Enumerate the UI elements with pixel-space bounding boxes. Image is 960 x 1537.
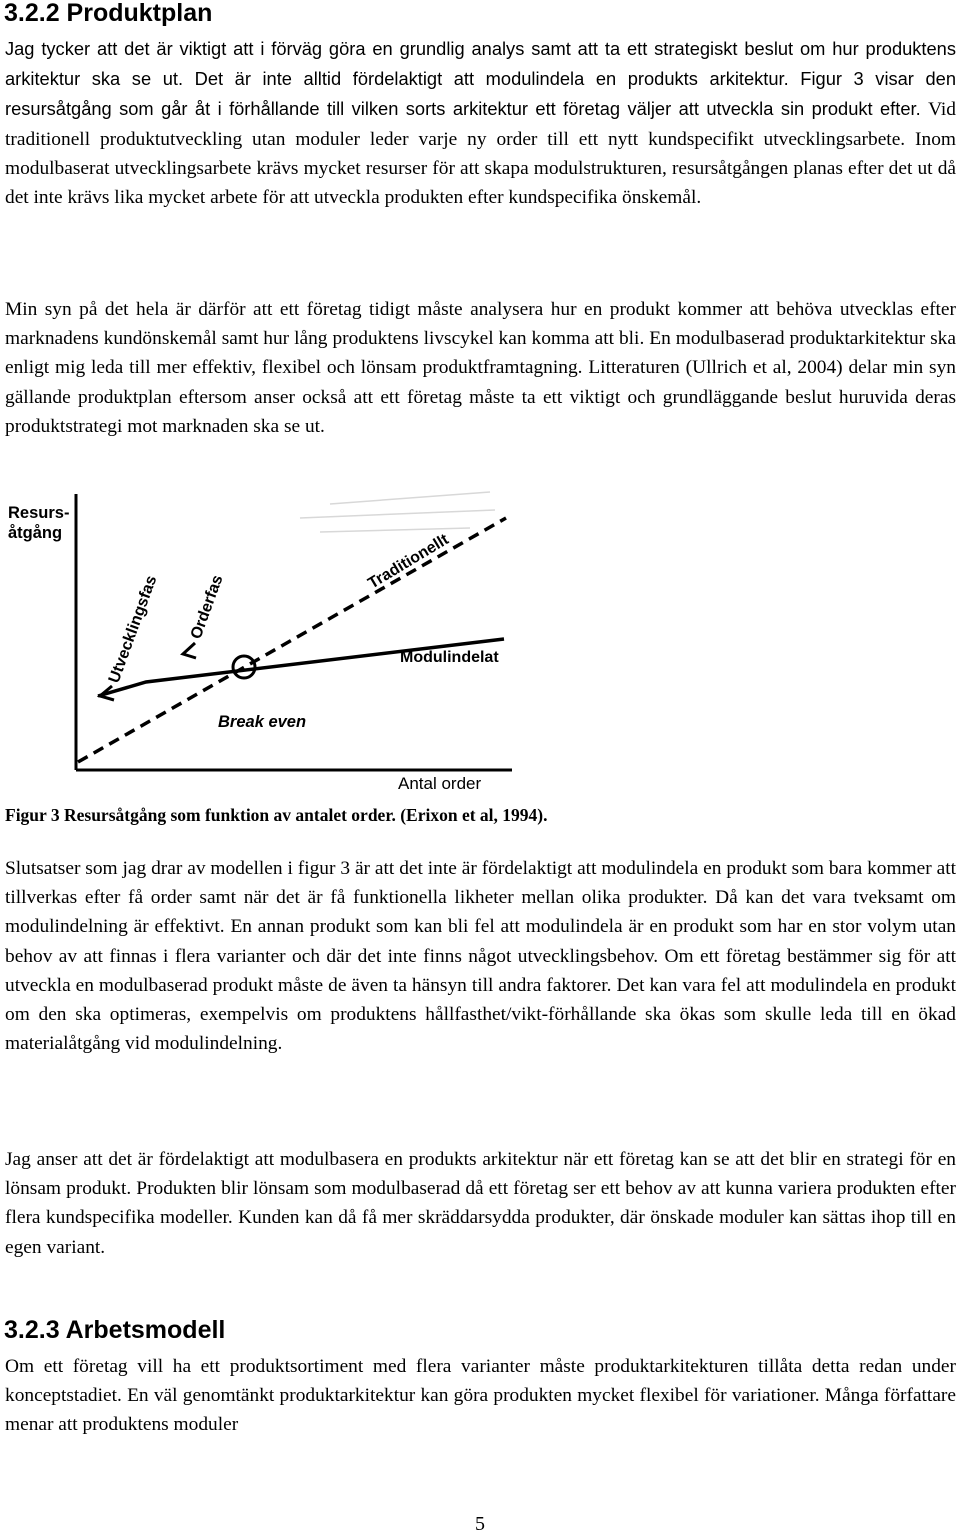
order-phase-arrow: [183, 643, 196, 658]
scan-artifact-line: [300, 510, 495, 518]
paragraph-intro: [5, 34, 956, 212]
resource-chart-figure: [0, 488, 540, 800]
order-phase-label: Orderfas: [187, 572, 227, 642]
scan-artifact-line: [320, 528, 470, 532]
paragraph-conclusions: Slutsatser som jag drar av modellen i figur 3 är att det inte är fördelaktigt att modulindela en produkt som bara kommer att tillverkas efter få order samt när det är få funktionella likheter mellan olika produkter. Då kan det vara tveksamt om modulindelning är effektivt. En annan produkt som kan bli fel att modulindela är en produkt som har en stor volym utan behov av att finnas i flera varianter och där det inte finns något utvecklingsbehov. Om ett företag bestämmer sig för att utveckla en modulbaserad produkt måste de även ta hänsyn till andra faktorer. Det kan vara fel att modulindela en produkt om den ska optimeras, exempelvis om produktens hållfasthet/vikt-förhållande ska ökas som skulle leda till en ökad materialåtgång vid modulindelning.: [5, 858, 956, 1055]
traditional-line-label: Traditionellt: [365, 531, 452, 593]
page-number: 5: [475, 1513, 485, 1535]
section-heading-produktplan: 3.2.2 Produktplan: [4, 0, 213, 27]
paragraph-opinion: Jag anser att det är fördelaktigt att modulbasera en produkts arkitektur när ett företag kan se att det blir en strategi för en lönsam produkt. Produkten blir lönsam som modulbaserad då ett företag ser ett behov av att kunna variera produkten efter flera kundspecifika modeller. Kunden kan då få mer skräddarsydda produkter, där önskade moduler kan sättas ihop till en egen variant.: [5, 1149, 956, 1258]
break-even-marker: [233, 656, 255, 678]
y-axis-label-line1: Resurs-: [8, 504, 70, 522]
scan-artifacts: [300, 492, 495, 532]
development-phase-label: Utvecklingsfas: [105, 573, 161, 686]
x-axis-label: Antal order: [398, 774, 482, 793]
modular-line: [98, 639, 504, 696]
paragraph-analysis: Min syn på det hela är därför att ett företag tidigt måste analysera hur en produkt kommer att behöva utvecklas efter marknadens kundönskemål samt hur lång produktens livscykel kan komma att bli. En modulbaserad produktarkitektur ska enligt mig leda till mer effektiv, flexibel och lönsam produktframtagning. Litteraturen (Ullrich et al, 2004) delar min syn gällande produktplan eftersom anser också att ett företag måste ta ett viktigt och grundläggande beslut huruvida deras produktstrategi mot marknaden ska se ut.: [5, 299, 956, 437]
break-even-label: Break even: [218, 713, 307, 731]
y-axis-label-line2: åtgång: [8, 524, 63, 542]
figure-caption: Figur 3 Resursåtgång som funktion av antalet order. (Erixon et al, 1994).: [5, 805, 548, 825]
paragraph-work-model: Om ett företag vill ha ett produktsortiment med flera varianter måste produktarkitekturen tillåta detta redan under konceptstadiet. En väl genomtänkt produktarkitektur kan göra produkten mycket flexibel för variationer. Många författare menar att produktens moduler: [5, 1356, 956, 1436]
modular-line-label: Modulindelat: [400, 649, 499, 666]
paragraph-intro-serif: Vid traditionell produktutveckling utan moduler leder varje ny order till ett nytt kundspecifikt utvecklingsarbete. Inom modulbaserat utvecklingsarbete krävs mycket resurser för att skapa modulstrukturen, resursåtgången planas efter det ut då det inte krävs lika mycket arbete för att utveckla produkten efter kundspecifika önskemål.: [5, 99, 956, 209]
scan-artifact-line: [330, 492, 490, 504]
resource-chart: [0, 488, 540, 800]
section-heading-arbetsmodell: 3.2.3 Arbetsmodell: [4, 1316, 226, 1344]
paragraph-intro-sans: Jag tycker att det är viktigt att i förväg göra en grundlig analys samt att ta ett strategiskt beslut om hur produktens arkitektur ska se ut. Det är inte alltid fördelaktigt att modulindela en produkts arkitektur. Figur 3 visar den resursåtgång som går åt i förhållande till vilken sorts arkitektur ett företag väljer att utveckla sin produkt efter.: [5, 38, 956, 120]
